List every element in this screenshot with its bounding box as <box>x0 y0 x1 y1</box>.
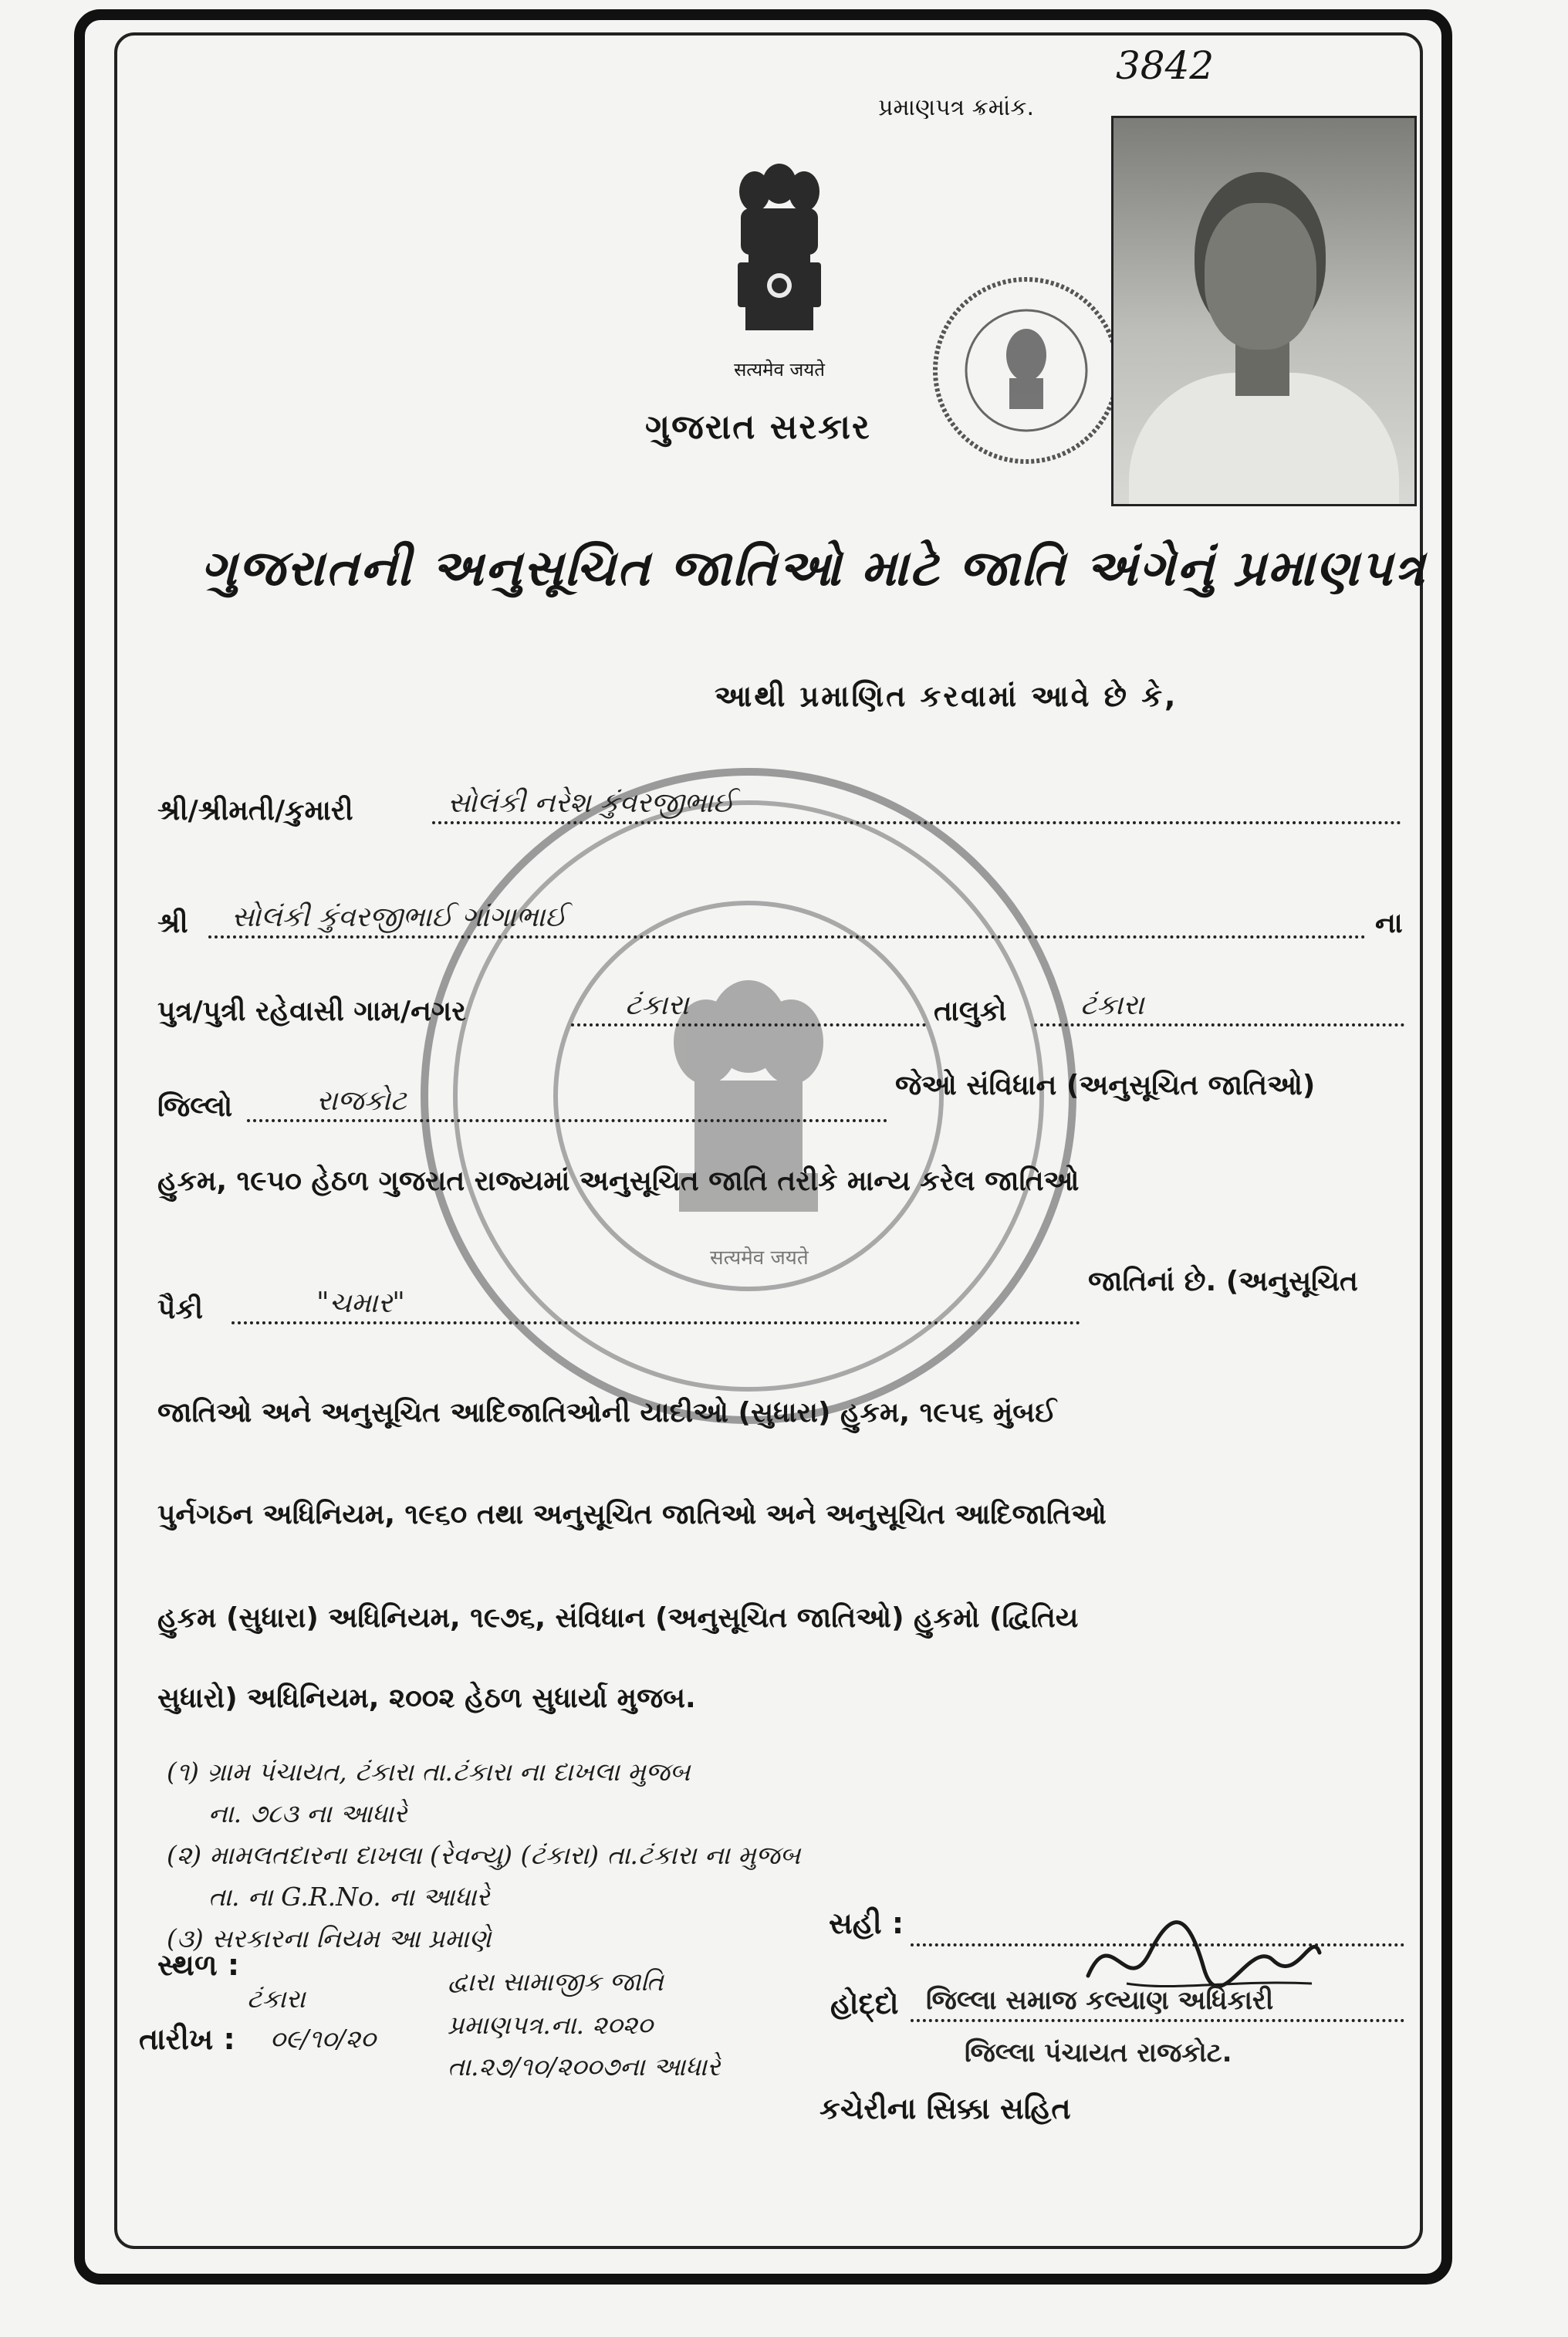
district-suffix: જેઓ સંવિધાન (અનુસૂચિત જાતિઓ) <box>895 1070 1316 1101</box>
designation-label: હોદ્દો <box>830 1987 899 2021</box>
body-line-4: હુકમ (સુધારા) અધિનિયમ, ૧૯૭૬, સંવિધાન (અનુસૂચિત જાતિઓ) હુકમો (દ્વિતિય <box>157 1602 1079 1634</box>
father-field <box>208 901 1366 939</box>
note-line-3: (૨) મામલતદારના દાખલા (રેવન્યુ) (ટંકારા) તા.ટંકારા ના મુજબ <box>167 1840 801 1870</box>
place-value: ટંકારા <box>247 1984 306 2014</box>
note-line-8: તા.૨૭/૧૦/૨૦૦૭ના આધારે <box>448 2051 721 2082</box>
name-value: સોલંકી નરેશ કુંવરજીભાઈ <box>448 787 735 819</box>
government-name: ગુજરાત સરકાર <box>645 408 871 447</box>
designation-line <box>911 1985 1404 2022</box>
body-line-3: પુર્નગઠન અધિનિયમ, ૧૯૬૦ તથા અનુસૂચિત જાતિઓ અને અનુસૂચિત આદિજાતિઓ <box>157 1499 1107 1530</box>
residence-label: પુત્ર/પુત્રી રહેવાસી ગામ/નગર <box>157 996 466 1027</box>
designation-value: જિલ્લા સમાજ કલ્યાણ અધિકારી <box>926 1985 1274 2016</box>
note-line-1: (૧) ગ્રામ પંચાયત, ટંકારા તા.ટંકારા ના દાખલા મુજબ <box>167 1757 691 1787</box>
note-line-6: દ્વારા સામાજીક જાતિ <box>448 1967 664 1997</box>
body-line-5: સુધારો) અધિનિયમ, ૨૦૦૨ હેઠળ સુધાર્યા મુજબ. <box>157 1683 696 1714</box>
certify-text: આથી પ્રમાણિત કરવામાં આવે છે કે, <box>715 679 1178 713</box>
residence-value: ટંકારા <box>625 989 689 1021</box>
district-field <box>247 1085 887 1122</box>
small-seal-stamp <box>926 262 1127 479</box>
body-line-2: જાતિઓ અને અનુસૂચિત આદિજાતિઓની યાદીઓ (સુધારા) હુકમ, ૧૯૫૬ મુંબઈ <box>157 1397 1056 1429</box>
office-line: જિલ્લા પંચાયત રાજકોટ. <box>965 2038 1232 2068</box>
note-line-7: પ્રમાણપત્ર.ના. ૨૦૨૦ <box>448 2010 653 2040</box>
certificate-number-value: 3842 <box>1116 43 1215 88</box>
note-line-5: (૩) સરકારના નિયમ આ પ્રમાણે <box>167 1923 492 1953</box>
certificate-number-label: પ્રમાણપત્ર ક્રમાંક. <box>878 94 1035 121</box>
name-label: શ્રી/શ્રીમતી/કુમારી <box>157 795 353 827</box>
caste-label: પૈકી <box>157 1294 204 1325</box>
place-label: સ્થળ : <box>157 1948 240 1982</box>
name-field <box>432 787 1401 824</box>
residence-field <box>571 989 926 1026</box>
note-line-2: ના. ૭૮૩ ના આધારે <box>208 1798 407 1828</box>
father-label: શ્રી <box>157 908 188 939</box>
national-emblem-icon <box>718 154 841 363</box>
applicant-photo <box>1111 116 1417 506</box>
father-suffix: ના <box>1375 908 1403 939</box>
taluka-field <box>1034 989 1404 1026</box>
caste-suffix: જાતિનાં છે. (અનુસૂચિત <box>1088 1266 1358 1297</box>
caste-value: "ચમાર" <box>316 1287 405 1319</box>
date-value: ૦૯/૧૦/૨૦ <box>270 2024 376 2054</box>
district-label: જિલ્લો <box>157 1091 233 1123</box>
seal-note: કચેરીના સિક્કા સહિત <box>819 2092 1071 2126</box>
taluka-value: ટંકારા <box>1080 989 1144 1021</box>
caste-field <box>231 1287 1080 1324</box>
taluka-label: તાલુકો <box>934 996 1007 1027</box>
father-value: સોલંકી કુંવરજીભાઈ ગાંગાભાઈ <box>231 901 567 933</box>
date-label: તારીખ : <box>139 2022 235 2056</box>
certificate-title: ગુજરાતની અનુસૂચિત જાતિઓ માટે જાતિ અંગેનું પ્રમાણપત્ર <box>201 540 1426 597</box>
note-line-4: તા. ના G.R.No. ના આધારે <box>208 1882 490 1912</box>
signature-label: સહી : <box>829 1906 904 1940</box>
district-value: રાજકોટ <box>316 1085 407 1117</box>
body-line-1: હુકમ, ૧૯૫૦ હેઠળ ગુજરાત રાજ્યમાં અનુસૂચિત જાતિ તરીકે માન્ય કરેલ જાતિઓ <box>157 1165 1080 1197</box>
seal-motto: सत्यमेव जयते <box>710 1246 809 1270</box>
emblem-motto: सत्यमेव जयते <box>734 359 825 380</box>
